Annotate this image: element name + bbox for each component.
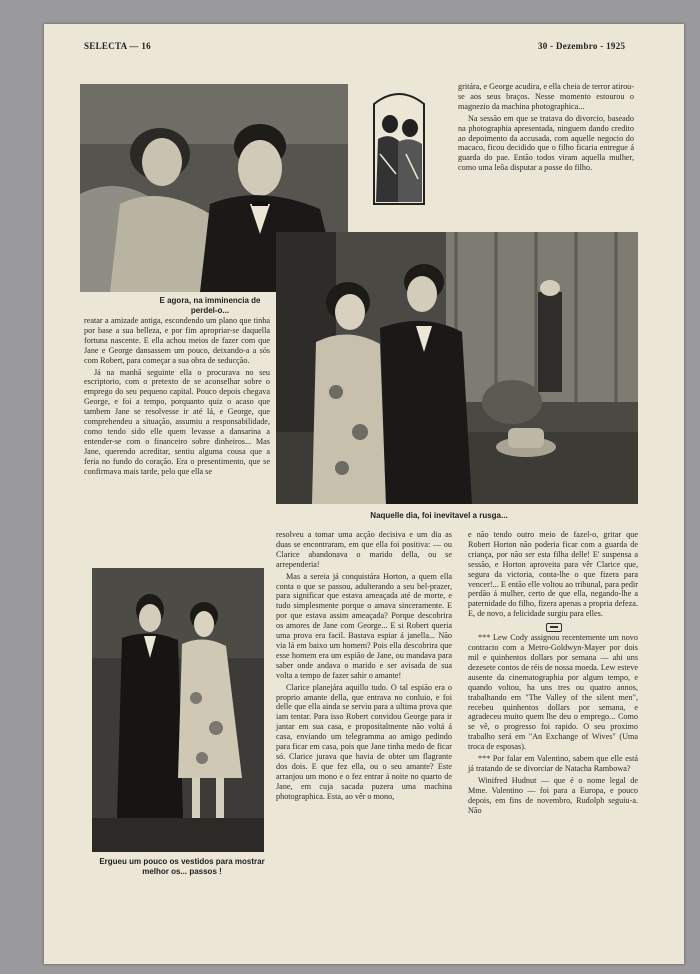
paragraph: gritára, e George acudira, e ella cheia de terror atirou-se aos seus braços. Nesse momento estourou o magnezio da machina photographica... xyxy=(458,82,635,111)
text-column-right xyxy=(468,530,638,817)
page-header-left: SELECTA — 16 xyxy=(84,41,151,51)
page-header-right: 30 - Dezembro - 1925 xyxy=(538,41,626,51)
caption-conservatory-scene: Naquelle dia, foi inevitavel a rusga... xyxy=(370,511,508,520)
paragraph: Mas a sereia já conquistára Horton, a quem ella conta o que se passou, adulterando a seu bel-prazer, para significar que estava ameaçada até de morte, e tudo simplesmente porque o amava sinceramente. E por que estava assim ameaçada? Porque descobrira os amores de Jane com George... E si Robert queria uma prova era facil. Bastava espiar á janella... Não via lá em baixo um homem? Pois ella descobrira que esse homem era um espião de Jane, ou mandava para saber onde andava o marido e ser avisada de sua volta a tempo de fazer sahir o amante! xyxy=(276,571,452,680)
ornament-divider xyxy=(468,621,638,633)
paragraph: *** Por falar em Valentino, sabem que elle está já tratando de se divorciar de Natacha Rambowa? xyxy=(468,754,638,773)
paragraph: Winifred Hudnut — que é o nome legal de Mme. Valentino — foi para a Europa, e pouco depois, em fins de novembro, Rudolph seguiu-a. Não xyxy=(468,775,638,815)
paragraph: reatar a amizade antiga, escondendo um plano que tinha por base a sua belleza, e por fim apropriar-se daquella fortuna nascente. E ella achou meios de fazer com que Jane e George dansassem um pouco, deixando-a a sós com Robert, para começar a sua obra de seducção. xyxy=(84,316,270,365)
text-column-top-right xyxy=(458,82,634,175)
paragraph: *** Lew Cody assignou recentemente um novo contracto com a Metro-Goldwyn-Mayer por dois mil e quinhentos dollars por semana — ahi uns dezesete contos de réis de nossa moeda. Lew esteve ausente da cinematographia por algum tempo, e quando voltou, ha uns tres ou quatro annos, trabalhando em "The Valley of the silent men", recebeu quinhentos dollars por semana, e agradeceu muito quem lhe deu o emprego... Como se vê, o progresso foi rapido. O seu proximo trabalho será em "An Exchange of Wives" (Uma troca de esposas). xyxy=(468,633,638,752)
caption-couple-standing: Ergueu um pouco os vestidos para mostrar melhor os... passos ! xyxy=(99,857,265,876)
paragraph: Na sessão em que se tratava do divorcio, baseado na photographia apresentada, ninguem dando credito ao depoimento da accusada, com aquelle negocio do macaco, ficou decidido que o filho ficaria entregue á guarda do pae. Então todos viram aquella mulher, como uma leôa disputar a posse do filho. xyxy=(458,113,634,173)
text-column-left xyxy=(84,316,270,479)
sketch-women-window xyxy=(366,84,432,214)
paragraph: e não tendo outro meio de fazel-o, gritar que Robert Horton não poderia ficar com a guarda de criança, por não ser esta filha delle! E' suspensa a sessão, e Horton aproveita para vêr Clarice que, segura da victoria, conta-lhe o que fizera para vencer!... E então elle voltou ao tribunal, para pedir perdão á mulher, certo de que ella, negando-lhe a paternidade do filho, fizera apenas a propria defeza. E, de novo, a felicidade surgiu para elles. xyxy=(468,530,638,619)
photo-couple-standing xyxy=(92,568,264,852)
text-column-middle xyxy=(276,530,452,803)
caption-couple-sofa: E agora, na imminencia de perdel-o... xyxy=(159,296,261,315)
photo-conservatory-scene xyxy=(276,232,638,504)
paragraph: Já na manhã seguinte ella o procurava no seu escriptorio, com o pretexto de se aconselhar sobre o emprego do seu pequeno capital. Pouco depois chegava George, e foi a tempo, porquanto quiz o acaso que tambem Jane se resolvesse ir até lá, e George, que comprehendeu a situação, assumiu a responsabilidade, como tendo sido elle quem levasse a dansarina a entender-se com o financeiro sobre dinheiros... Mas Jane, querendo acreditar, sentiu alguma cousa que a feria no fundo do coração. Era o presentimento, que se confirmava mais tarde, pelo que ella se xyxy=(84,367,270,476)
paragraph: resolveu a tomar uma acção decisiva e um dia as duas se encontraram, em que ella foi positiva: — ou Clarice abandonava o marido della, ou se arrependeria! xyxy=(276,530,452,569)
paragraph: Clarice planejára aquillo tudo. O tal espião era o proprio amante della, que entrava no conluio, e foi delle que ella ainda se serviu para a ultima prova que iam tentar. Para isso Robert convidou George para ir jantar em sua casa, e propositalmente não voltá á casa, enviando um telegramma ao amigo pedindo para ficar em casa, pois que Jane tinha medo de ficar só. Clarice jurava que havia de obter um flagrante dos dois. E que fez ella, ou o seu amante? Este arranjou um mono e o fez entrar á noite no quarto de Jane, em cuja sacada puzera uma machina photographica. Esta, ao vêr o mono, xyxy=(276,682,452,801)
